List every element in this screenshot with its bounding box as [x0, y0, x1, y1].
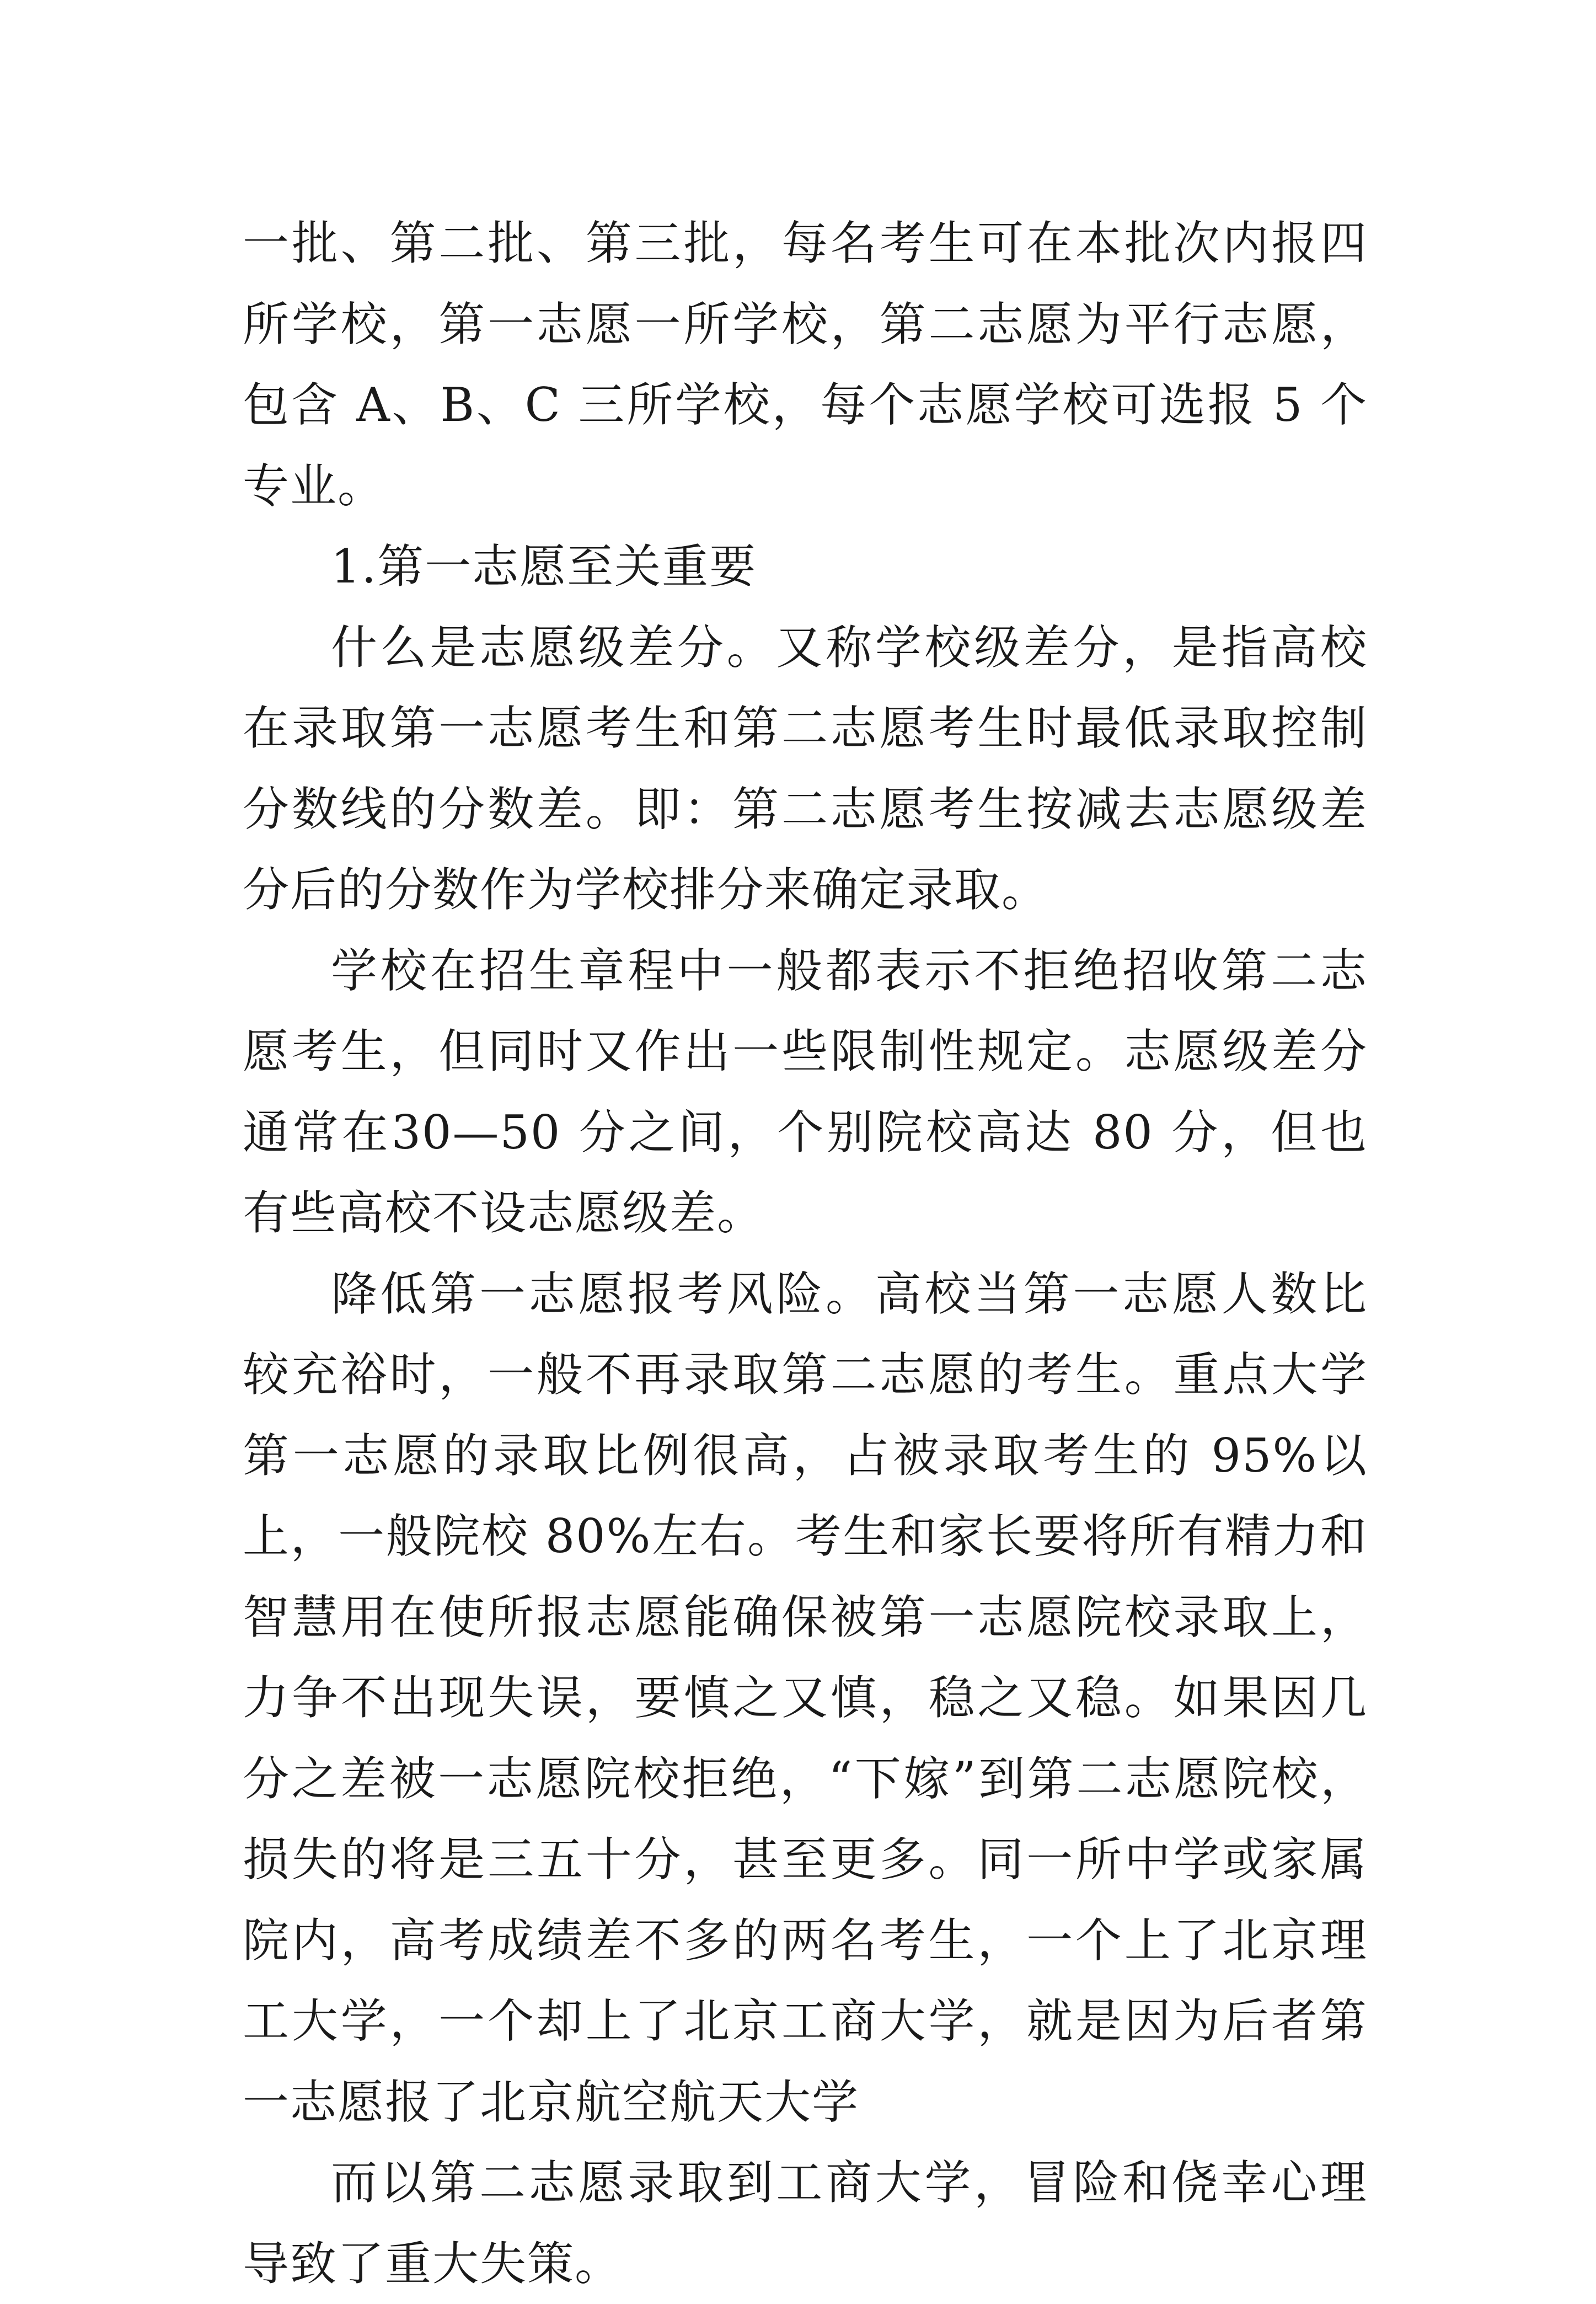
paragraph-conclusion: 而以第二志愿录取到工商大学，冒险和侥幸心理导致了重大失策。	[243, 2156, 1368, 2291]
paragraph-admission-rules: 学校在招生章程中一般都表示不拒绝招收第二志愿考生，但同时又作出一些限制性规定。志愿级差分通常在30—50 分之间，个别院校高达 80 分，但也有些高校不设志愿级差。	[243, 943, 1368, 1240]
document-body	[243, 203, 1368, 2304]
paragraph-grade-difference: 什么是志愿级差分。又称学校级差分，是指高校在录取第一志愿考生和第二志愿考生时最低录取控制分数线的分数差。即：第二志愿考生按减去志愿级差分后的分数作为学校排分来确定录取。	[243, 620, 1368, 917]
section-heading-first-choice: 1.第一志愿至关重要	[331, 539, 757, 594]
paragraph-batch-intro: 一批、第二批、第三批，每名考生可在本批次内报四所学校，第一志愿一所学校，第二志愿为平行志愿，包含 A、B、C 三所学校，每个志愿学校可选报 5 个专业。	[243, 216, 1368, 513]
paragraph-reduce-risk: 降低第一志愿报考风险。高校当第一志愿人数比较充裕时，一般不再录取第二志愿的考生。重点大学第一志愿的录取比例很高，占被录取考生的 95%以上，一般院校 80%左右。考生和家长要将所有精力和智慧用在使所报志愿能确保被第一志愿院校录取上，力争不出现失误，要慎之又慎，稳之又稳。如果因几分之差被一志愿院校拒绝，“下嫁”到第二志愿院校，损失的将是三五十分，甚至更多。同一所中学或家属院内，高考成绩差不多的两名考生，一个上了北京理工大学，一个却上了北京工商大学，就是因为后者第一志愿报了北京航空航天大学	[243, 1266, 1368, 2129]
